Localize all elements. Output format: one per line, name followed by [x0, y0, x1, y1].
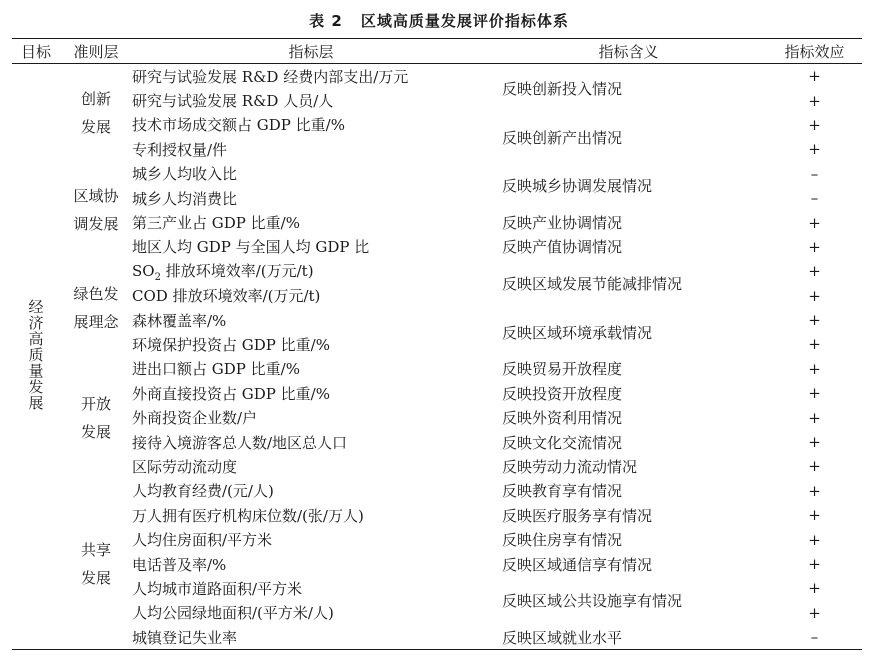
criterion-text-line2: 发展	[80, 422, 111, 441]
indicator-cell: 城乡人均消费比	[132, 189, 238, 208]
meaning-cell: 反映城乡协调发展情况	[502, 177, 653, 196]
indicator-cell: 专利授权量/件	[132, 140, 228, 159]
table-row	[12, 503, 862, 527]
criterion-text-line1: 区域协	[73, 187, 119, 206]
meaning-cell: 反映创新投入情况	[502, 79, 623, 98]
table-row	[12, 405, 862, 429]
indicator-cell: 地区人均 GDP 与全国人均 GDP 比	[132, 238, 370, 257]
header-meaning: 指标含义	[598, 42, 659, 61]
effect-cell: +	[808, 506, 821, 525]
table-header-row	[12, 39, 862, 64]
table-row	[12, 430, 862, 454]
indicator-cell	[132, 259, 490, 283]
indicator-cell: COD 排放环境效率/(万元/t)	[132, 287, 321, 306]
meaning-cell: 反映劳动力流动情况	[502, 457, 638, 476]
effect-cell: +	[808, 579, 821, 598]
effect-cell: +	[808, 262, 821, 281]
header-criterion: 准则层	[73, 42, 119, 61]
header-indicator: 指标层	[288, 42, 334, 61]
indicator-cell: 外商投资企业数/户	[132, 409, 258, 428]
meaning-cell: 反映住房享有情况	[502, 531, 623, 550]
criterion-cell	[60, 64, 132, 162]
effect-cell: +	[808, 481, 821, 500]
table-row	[12, 113, 862, 137]
indicator-cell: 人均公园绿地面积/(平方米/人)	[132, 604, 334, 623]
criterion-cell	[60, 162, 132, 260]
table-row	[12, 454, 862, 478]
table-body	[12, 64, 862, 650]
criterion-text-line2: 发展	[80, 117, 111, 136]
table-number: 表 2	[309, 12, 343, 30]
meaning-cell: 反映区域就业水平	[502, 628, 623, 647]
indicator-table	[12, 38, 862, 650]
criterion-text-line1: 共享	[80, 541, 111, 559]
meaning-cell: 反映区域公共设施享有情况	[502, 592, 683, 611]
meaning-cell: 反映贸易开放程度	[502, 360, 623, 379]
effect-cell: +	[808, 359, 821, 378]
indicator-cell: 研究与试验发展 R&D 经费内部支出/万元	[132, 67, 409, 86]
criterion-text-line1: 绿色发	[73, 284, 119, 303]
effect-cell: +	[808, 433, 821, 452]
effect-cell: +	[808, 311, 821, 330]
effect-cell: +	[808, 335, 821, 354]
effect-cell: –	[810, 628, 819, 647]
effect-cell: +	[808, 67, 821, 86]
effect-cell: –	[810, 189, 819, 208]
meaning-cell: 反映医疗服务享有情况	[502, 506, 653, 525]
indicator-cell: 接待入境游客总人数/地区总人口	[132, 433, 348, 452]
header-goal: 目标	[20, 42, 51, 61]
meaning-cell: 反映文化交流情况	[502, 433, 623, 452]
meaning-cell: 反映外资利用情况	[502, 409, 623, 428]
meaning-cell: 反映产业协调情况	[502, 214, 623, 233]
effect-cell: +	[808, 457, 821, 476]
table-row	[12, 235, 862, 259]
meaning-cell: 反映区域通信享有情况	[502, 555, 653, 574]
table-row	[12, 552, 862, 576]
table-row	[12, 479, 862, 503]
table-row	[12, 576, 862, 600]
meaning-cell: 反映产值协调情况	[502, 238, 623, 257]
header-effect: 指标效应	[784, 42, 845, 61]
indicator-cell: 城乡人均收入比	[132, 165, 238, 184]
effect-cell: +	[808, 555, 821, 573]
effect-cell: +	[808, 408, 821, 427]
indicator-text-subscript: 2	[154, 271, 161, 283]
goal-text: 经济高质量发展	[26, 298, 45, 411]
table-row	[12, 357, 862, 381]
effect-cell: +	[808, 140, 821, 159]
criterion-text-line2: 调发展	[73, 215, 119, 234]
table-row	[12, 381, 862, 405]
meaning-cell: 反映区域环境承载情况	[502, 323, 653, 342]
indicator-cell: 环境保护投资占 GDP 比重/%	[132, 335, 330, 354]
table-row	[12, 625, 862, 650]
indicator-cell: 万人拥有医疗机构床位数/(张/万人)	[132, 506, 364, 525]
criterion-cell	[60, 357, 132, 479]
table-row	[12, 210, 862, 234]
indicator-cell: 技术市场成交额占 GDP 比重/%	[132, 116, 345, 135]
criterion-cell	[60, 259, 132, 357]
goal-cell	[12, 64, 60, 650]
criterion-cell	[60, 479, 132, 650]
table-row	[12, 259, 862, 283]
effect-cell: +	[808, 603, 821, 622]
indicator-cell: 外商直接投资占 GDP 比重/%	[132, 384, 330, 403]
indicator-cell: 研究与试验发展 R&D 人员/人	[132, 92, 334, 111]
indicator-cell: 第三产业占 GDP 比重/%	[132, 214, 300, 233]
effect-cell: +	[808, 213, 821, 232]
table-caption	[0, 10, 878, 31]
indicator-cell: 人均城市道路面积/平方米	[132, 579, 303, 598]
table-row	[12, 527, 862, 551]
indicator-text-suffix: 排放环境效率/(万元/t)	[160, 261, 314, 280]
table-row	[12, 64, 862, 89]
effect-cell: –	[810, 164, 819, 183]
effect-cell: +	[808, 530, 821, 549]
table-row	[12, 308, 862, 332]
table-row	[12, 162, 862, 186]
meaning-cell: 反映教育享有情况	[502, 482, 623, 501]
indicator-cell: 进出口额占 GDP 比重/%	[132, 360, 300, 379]
meaning-cell: 反映投资开放程度	[502, 384, 623, 403]
indicator-cell: 人均住房面积/平方米	[132, 531, 273, 550]
table-title: 区域高质量发展评价指标体系	[360, 12, 569, 30]
effect-cell: +	[808, 384, 821, 403]
criterion-text-line2: 展理念	[73, 312, 119, 331]
effect-cell: +	[808, 91, 821, 110]
effect-cell: +	[808, 286, 821, 305]
indicator-cell: 城镇登记失业率	[132, 628, 238, 647]
criterion-text-line2: 发展	[80, 569, 111, 587]
meaning-cell: 反映创新产出情况	[502, 128, 623, 147]
criterion-text-line1: 创新	[80, 89, 111, 108]
indicator-cell: 森林覆盖率/%	[132, 311, 227, 330]
indicator-cell: 区际劳动流动度	[132, 457, 238, 476]
indicator-cell: 电话普及率/%	[132, 555, 227, 574]
indicator-text-prefix: SO	[132, 261, 155, 280]
effect-cell: +	[808, 115, 821, 134]
indicator-cell: 人均教育经费/(元/人)	[132, 482, 274, 501]
criterion-text-line1: 开放	[80, 394, 111, 413]
effect-cell: +	[808, 237, 821, 256]
meaning-cell: 反映区域发展节能减排情况	[502, 275, 683, 294]
